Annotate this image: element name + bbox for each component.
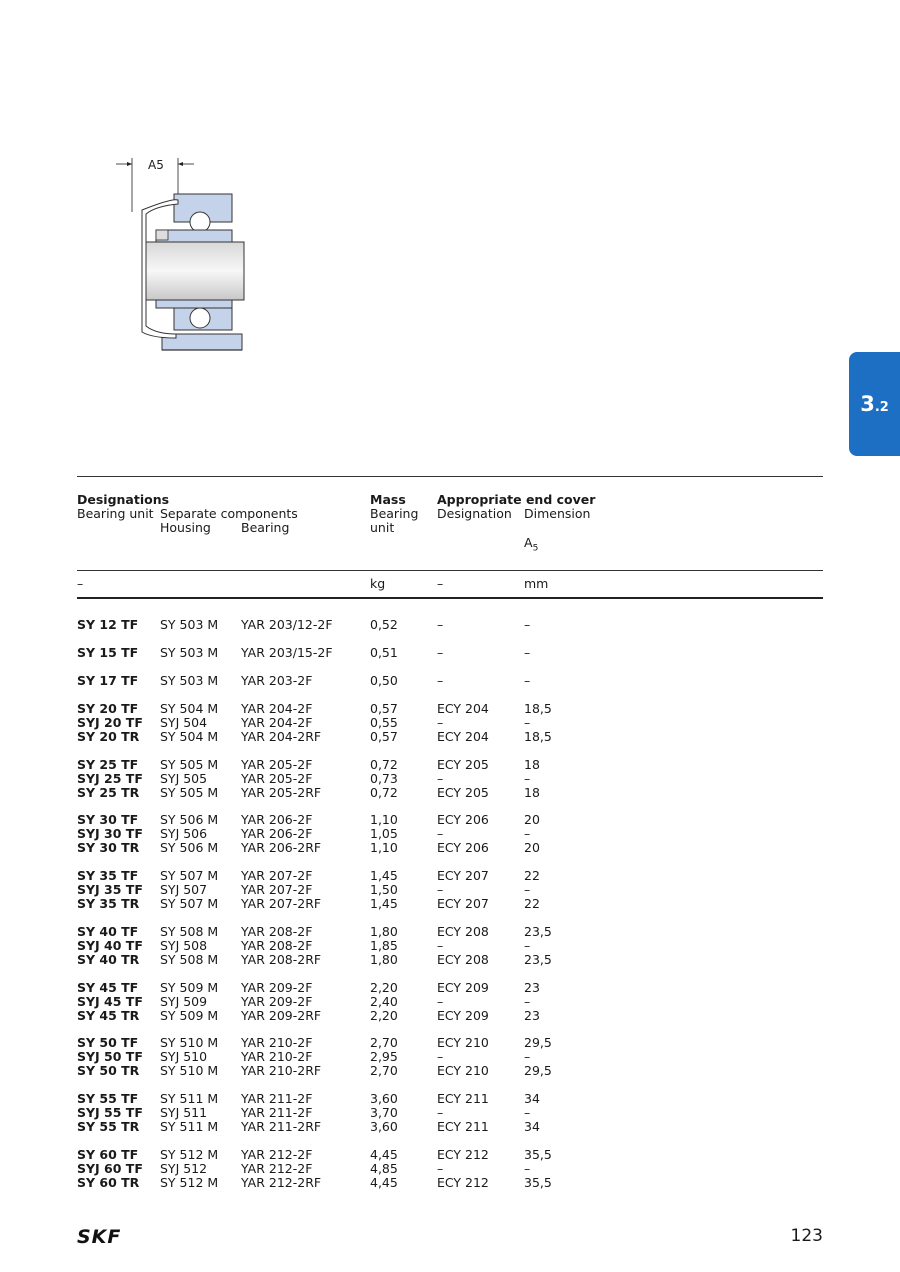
end-cover: – bbox=[437, 994, 444, 1009]
bearing-unit: SYJ 60 TF bbox=[77, 1161, 143, 1176]
mass: 1,80 bbox=[370, 952, 398, 967]
end-cover: ECY 209 bbox=[437, 1008, 489, 1023]
mass: 2,20 bbox=[370, 980, 398, 995]
housing: SY 505 M bbox=[160, 757, 219, 772]
bearing-unit: SY 60 TF bbox=[77, 1147, 139, 1162]
unit-c0: – bbox=[77, 576, 84, 591]
end-cover: ECY 209 bbox=[437, 980, 489, 995]
housing: SY 508 M bbox=[160, 952, 219, 967]
header-designation: Designation bbox=[437, 506, 512, 521]
end-cover: ECY 207 bbox=[437, 896, 489, 911]
bearing: YAR 208-2RF bbox=[241, 952, 322, 967]
bearing: YAR 206-2F bbox=[241, 826, 313, 841]
bearing-unit: SYJ 30 TF bbox=[77, 826, 143, 841]
units-top-rule bbox=[77, 570, 823, 571]
bearing-unit: SY 12 TF bbox=[77, 617, 139, 632]
end-cover: ECY 208 bbox=[437, 924, 489, 939]
mass: 0,52 bbox=[370, 617, 398, 632]
bearing: YAR 209-2RF bbox=[241, 1008, 322, 1023]
mass: 1,50 bbox=[370, 882, 398, 897]
bearing: YAR 205-2F bbox=[241, 771, 313, 786]
mass: 3,70 bbox=[370, 1105, 398, 1120]
chapter-tab bbox=[849, 352, 900, 456]
end-cover: – bbox=[437, 1161, 444, 1176]
end-cover: ECY 208 bbox=[437, 952, 489, 967]
bearing-unit: SY 17 TF bbox=[77, 673, 139, 688]
mass: 0,57 bbox=[370, 701, 398, 716]
dimension-a5: 35,5 bbox=[524, 1175, 552, 1190]
units-bottom-rule bbox=[77, 597, 823, 599]
housing: SY 511 M bbox=[160, 1091, 219, 1106]
bearing: YAR 204-2F bbox=[241, 701, 313, 716]
housing: SY 505 M bbox=[160, 785, 219, 800]
end-cover: – bbox=[437, 938, 444, 953]
dimension-a5: – bbox=[524, 617, 531, 632]
housing: SY 512 M bbox=[160, 1147, 219, 1162]
housing: SYJ 505 bbox=[160, 771, 208, 786]
header-bearing: Bearing bbox=[241, 520, 290, 535]
end-cover: – bbox=[437, 1049, 444, 1064]
housing: SYJ 510 bbox=[160, 1049, 208, 1064]
end-cover: ECY 212 bbox=[437, 1175, 489, 1190]
mass: 2,20 bbox=[370, 1008, 398, 1023]
mass: 0,57 bbox=[370, 729, 398, 744]
end-cover: – bbox=[437, 1105, 444, 1120]
bearing-unit: SY 25 TR bbox=[77, 785, 140, 800]
dimension-a5: 34 bbox=[524, 1091, 540, 1106]
housing: SY 510 M bbox=[160, 1063, 219, 1078]
end-cover: – bbox=[437, 617, 444, 632]
dimension-a5: 18,5 bbox=[524, 729, 552, 744]
housing: SYJ 507 bbox=[160, 882, 208, 897]
bearing-unit: SY 55 TR bbox=[77, 1119, 140, 1134]
bearing-unit: SY 50 TR bbox=[77, 1063, 140, 1078]
mass: 4,45 bbox=[370, 1175, 398, 1190]
header-dimension: Dimension bbox=[524, 506, 591, 521]
table-row-group bbox=[0, 1148, 900, 1190]
bearing-unit: SYJ 35 TF bbox=[77, 882, 143, 897]
header-separate-components: Separate components bbox=[160, 506, 298, 521]
bearing-unit: SY 40 TF bbox=[77, 924, 139, 939]
mass: 1,85 bbox=[370, 938, 398, 953]
bearing-unit: SY 60 TR bbox=[77, 1175, 140, 1190]
dimension-a5: 18 bbox=[524, 785, 540, 800]
dimension-a5: – bbox=[524, 1049, 531, 1064]
bearing-unit: SY 50 TF bbox=[77, 1035, 139, 1050]
housing: SYJ 511 bbox=[160, 1105, 208, 1120]
dimension-a5: – bbox=[524, 994, 531, 1009]
housing: SY 506 M bbox=[160, 840, 219, 855]
mass: 2,70 bbox=[370, 1035, 398, 1050]
header-mass-sub1: Bearing bbox=[370, 506, 419, 521]
end-cover: – bbox=[437, 645, 444, 660]
housing: SYJ 512 bbox=[160, 1161, 208, 1176]
bearing: YAR 203/12-2F bbox=[241, 617, 333, 632]
bearing: YAR 206-2F bbox=[241, 812, 313, 827]
dimension-a5: 22 bbox=[524, 896, 540, 911]
skf-logo: SKF bbox=[77, 1226, 122, 1248]
end-cover: – bbox=[437, 882, 444, 897]
bearing-unit: SY 30 TR bbox=[77, 840, 140, 855]
bearing: YAR 208-2F bbox=[241, 924, 313, 939]
bearing: YAR 207-2F bbox=[241, 868, 313, 883]
bearing: YAR 204-2RF bbox=[241, 729, 322, 744]
unit-mass: kg bbox=[370, 576, 386, 591]
bearing-unit: SY 15 TF bbox=[77, 645, 139, 660]
dimension-a5: – bbox=[524, 1105, 531, 1120]
header-housing: Housing bbox=[160, 520, 211, 535]
end-cover: ECY 212 bbox=[437, 1147, 489, 1162]
chapter-subnumber: .2 bbox=[874, 399, 889, 415]
bearing: YAR 207-2RF bbox=[241, 896, 322, 911]
housing: SY 510 M bbox=[160, 1035, 219, 1050]
bearing: YAR 203/15-2F bbox=[241, 645, 333, 660]
table-row-group bbox=[0, 981, 900, 1023]
bearing: YAR 210-2F bbox=[241, 1049, 313, 1064]
mass: 3,60 bbox=[370, 1091, 398, 1106]
bearing: YAR 205-2F bbox=[241, 757, 313, 772]
housing: SY 509 M bbox=[160, 1008, 219, 1023]
end-cover: ECY 204 bbox=[437, 701, 489, 716]
table-row-group bbox=[0, 925, 900, 967]
housing: SY 508 M bbox=[160, 924, 219, 939]
bearing: YAR 203-2F bbox=[241, 673, 313, 688]
housing: SY 509 M bbox=[160, 980, 219, 995]
bearing: YAR 211-2RF bbox=[241, 1119, 322, 1134]
bearing: YAR 211-2F bbox=[241, 1105, 313, 1120]
dimension-a5: 35,5 bbox=[524, 1147, 552, 1162]
end-cover: – bbox=[437, 673, 444, 688]
housing: SYJ 504 bbox=[160, 715, 208, 730]
housing: SYJ 508 bbox=[160, 938, 208, 953]
end-cover: ECY 205 bbox=[437, 757, 489, 772]
a5-label: A5 bbox=[148, 158, 164, 172]
end-cover: ECY 205 bbox=[437, 785, 489, 800]
bearing-unit: SYJ 20 TF bbox=[77, 715, 143, 730]
dimension-a5: 29,5 bbox=[524, 1035, 552, 1050]
dimension-a5: 18,5 bbox=[524, 701, 552, 716]
dimension-a5: 20 bbox=[524, 812, 540, 827]
mass: 1,10 bbox=[370, 812, 398, 827]
end-cover: ECY 211 bbox=[437, 1091, 489, 1106]
end-cover: – bbox=[437, 771, 444, 786]
end-cover: ECY 206 bbox=[437, 812, 489, 827]
bearing: YAR 212-2F bbox=[241, 1147, 313, 1162]
bearing-unit: SY 40 TR bbox=[77, 952, 140, 967]
end-cover: ECY 207 bbox=[437, 868, 489, 883]
table-row-group bbox=[0, 1036, 900, 1078]
mass: 2,40 bbox=[370, 994, 398, 1009]
bearing-unit: SY 30 TF bbox=[77, 812, 139, 827]
dimension-a5: 29,5 bbox=[524, 1063, 552, 1078]
dimension-a5: – bbox=[524, 1161, 531, 1176]
bearing-unit: SY 55 TF bbox=[77, 1091, 139, 1106]
dimension-a5: – bbox=[524, 938, 531, 953]
mass: 0,51 bbox=[370, 645, 398, 660]
dimension-a5: – bbox=[524, 882, 531, 897]
unit-designation: – bbox=[437, 576, 444, 591]
dimension-a5: – bbox=[524, 771, 531, 786]
bearing-unit: SY 25 TF bbox=[77, 757, 139, 772]
dimension-a5: 34 bbox=[524, 1119, 540, 1134]
bearing-unit: SYJ 25 TF bbox=[77, 771, 143, 786]
dimension-a5: 23 bbox=[524, 1008, 540, 1023]
header-end-cover: Appropriate end cover bbox=[437, 492, 596, 507]
housing: SY 511 M bbox=[160, 1119, 219, 1134]
mass: 0,55 bbox=[370, 715, 398, 730]
housing: SY 503 M bbox=[160, 617, 219, 632]
end-cover: ECY 211 bbox=[437, 1119, 489, 1134]
mass: 1,45 bbox=[370, 896, 398, 911]
table-row-group bbox=[0, 758, 900, 800]
bearing: YAR 208-2F bbox=[241, 938, 313, 953]
bearing: YAR 211-2F bbox=[241, 1091, 313, 1106]
page-number: 123 bbox=[790, 1226, 823, 1246]
mass: 4,85 bbox=[370, 1161, 398, 1176]
bearing: YAR 212-2F bbox=[241, 1161, 313, 1176]
bearing: YAR 205-2RF bbox=[241, 785, 322, 800]
housing: SYJ 506 bbox=[160, 826, 208, 841]
bearing-unit: SY 20 TR bbox=[77, 729, 140, 744]
dimension-a5: 23,5 bbox=[524, 924, 552, 939]
housing: SY 504 M bbox=[160, 701, 219, 716]
table-row-group bbox=[0, 869, 900, 911]
housing: SY 507 M bbox=[160, 868, 219, 883]
dimension-a5: – bbox=[524, 826, 531, 841]
end-cover: ECY 210 bbox=[437, 1063, 489, 1078]
housing: SY 504 M bbox=[160, 729, 219, 744]
bearing-unit: SY 45 TR bbox=[77, 1008, 140, 1023]
bearing-unit: SYJ 50 TF bbox=[77, 1049, 143, 1064]
table-row-group bbox=[0, 702, 900, 744]
bearing-unit: SY 45 TF bbox=[77, 980, 139, 995]
mass: 0,72 bbox=[370, 785, 398, 800]
bearing: YAR 210-2RF bbox=[241, 1063, 322, 1078]
mass: 2,70 bbox=[370, 1063, 398, 1078]
bearing-unit: SY 35 TR bbox=[77, 896, 140, 911]
end-cover: ECY 204 bbox=[437, 729, 489, 744]
bearing: YAR 209-2F bbox=[241, 980, 313, 995]
chapter-number: 3 bbox=[860, 392, 875, 416]
end-cover: – bbox=[437, 715, 444, 730]
bearing: YAR 207-2F bbox=[241, 882, 313, 897]
dimension-a5: 23 bbox=[524, 980, 540, 995]
unit-dimension: mm bbox=[524, 576, 549, 591]
mass: 0,73 bbox=[370, 771, 398, 786]
mass: 4,45 bbox=[370, 1147, 398, 1162]
housing: SY 507 M bbox=[160, 896, 219, 911]
mass: 1,05 bbox=[370, 826, 398, 841]
header-a5: $A_5$ bbox=[524, 535, 539, 554]
end-cover: – bbox=[437, 826, 444, 841]
bearing-unit: SY 20 TF bbox=[77, 701, 139, 716]
table-row-group bbox=[0, 1092, 900, 1134]
housing: SY 503 M bbox=[160, 645, 219, 660]
bearing-unit: SYJ 40 TF bbox=[77, 938, 143, 953]
bearing: YAR 212-2RF bbox=[241, 1175, 322, 1190]
bearing-unit: SYJ 55 TF bbox=[77, 1105, 143, 1120]
dimension-a5: 22 bbox=[524, 868, 540, 883]
bearing: YAR 209-2F bbox=[241, 994, 313, 1009]
header-designations: Designations bbox=[77, 492, 170, 507]
housing: SY 512 M bbox=[160, 1175, 219, 1190]
bearing: YAR 206-2RF bbox=[241, 840, 322, 855]
dimension-a5: 23,5 bbox=[524, 952, 552, 967]
mass: 0,50 bbox=[370, 673, 398, 688]
mass: 1,10 bbox=[370, 840, 398, 855]
mass: 1,80 bbox=[370, 924, 398, 939]
end-cover: ECY 206 bbox=[437, 840, 489, 855]
mass: 2,95 bbox=[370, 1049, 398, 1064]
mass: 0,72 bbox=[370, 757, 398, 772]
dimension-a5: 20 bbox=[524, 840, 540, 855]
mass: 1,45 bbox=[370, 868, 398, 883]
housing: SY 503 M bbox=[160, 673, 219, 688]
header-bearing-unit: Bearing unit bbox=[77, 506, 154, 521]
bearing-unit: SY 35 TF bbox=[77, 868, 139, 883]
end-cover: ECY 210 bbox=[437, 1035, 489, 1050]
header-mass: Mass bbox=[370, 492, 406, 507]
dimension-a5: 18 bbox=[524, 757, 540, 772]
bearing: YAR 210-2F bbox=[241, 1035, 313, 1050]
table-top-rule bbox=[77, 476, 823, 477]
dimension-a5: – bbox=[524, 645, 531, 660]
housing: SYJ 509 bbox=[160, 994, 208, 1009]
table-row-group bbox=[0, 813, 900, 855]
bearing: YAR 204-2F bbox=[241, 715, 313, 730]
end-cover-drawing bbox=[112, 150, 252, 360]
dimension-a5: – bbox=[524, 715, 531, 730]
housing: SY 506 M bbox=[160, 812, 219, 827]
bearing-unit: SYJ 45 TF bbox=[77, 994, 143, 1009]
dimension-a5: – bbox=[524, 673, 531, 688]
mass: 3,60 bbox=[370, 1119, 398, 1134]
header-mass-sub2: unit bbox=[370, 520, 395, 535]
